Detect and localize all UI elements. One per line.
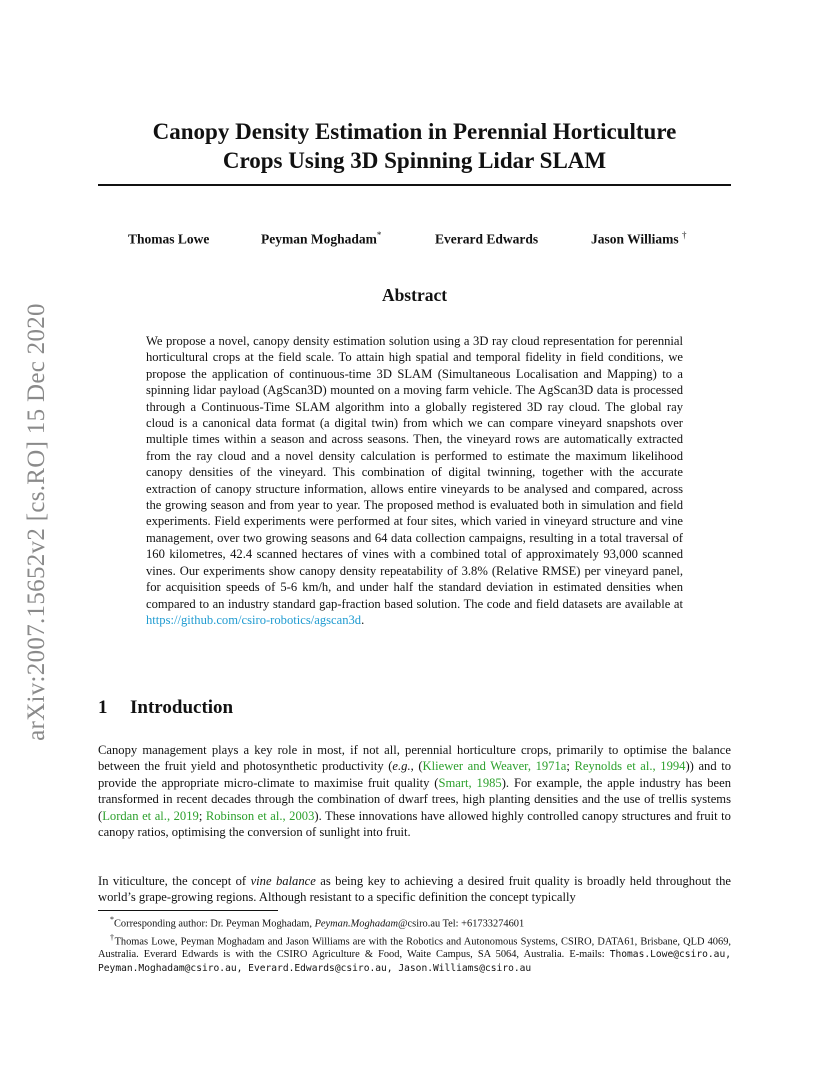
abstract-heading: Abstract: [381, 285, 448, 305]
author-name: Thomas Lowe: [128, 231, 210, 247]
section-number: 1: [98, 697, 108, 718]
author-list: [98, 230, 731, 252]
text-run: Peyman.Moghadam: [314, 918, 398, 930]
text-run: ;: [198, 808, 206, 823]
citation-link[interactable]: Reynolds et al., 1994: [574, 759, 686, 774]
footnote-mark: †: [110, 932, 115, 942]
text-run: ). For example, the apple industry has been transformed in recent decades through the combination of dwarf trees, high planting densities and the use of trellis systems (: [98, 775, 731, 823]
text-run: Canopy management plays a key role in most, if not all, perennial horticulture crops, primarily to optimise the balance between the fruit yield and photosynthetic productivity (: [98, 743, 731, 774]
author-name: Everard Edwards: [435, 231, 539, 247]
text-run: Thomas Lowe, Peyman Moghadam and Jason Williams are with the Robotics and Autonomous Systems, CSIRO, DATA61, Brisbane, QLD 4069, Australia. Everard Edwards is with the CSIRO Agriculture & Food, Waite Campus, SA 5064, Australia. E-mails:: [98, 936, 731, 961]
text-run: ). These innovations have allowed highly controlled canopy structures and fruit to canopy ratios, optimising the conversion of sunlight into fruit.: [98, 808, 731, 840]
text-run: , (: [410, 759, 423, 774]
text-run: e.g.: [392, 759, 411, 774]
citation-link[interactable]: Robinson et al., 2003: [205, 808, 315, 823]
citation-link[interactable]: Kliewer and Weaver, 1971a: [422, 759, 567, 774]
arxiv-sidebar: [22, 282, 52, 762]
citation-link[interactable]: Smart, 1985: [438, 775, 502, 790]
footnotes: [98, 913, 731, 975]
email-list: Thomas.Lowe@csiro.au, Peyman.Moghadam@csiro.au, Everard.Edwards@csiro.au, Jason.Williams@csiro.au: [98, 949, 731, 974]
abstract-body: We propose a novel, canopy density estimation solution using a 3D ray cloud representation for perennial horticultural crops at the field scale. To attain high spatial and temporal fidelity in field conditions, we propose the application of continuous-time 3D SLAM (Simultaneous Localisation and Mapping) to a spinning lidar payload (AgScan3D) mounted on a moving farm vehicle. The AgScan3D data is processed through a Continuous-Time SLAM algorithm into a globally registered 3D ray cloud. The global ray cloud is a canonical data format (a digital twin) from which we can compare vineyard snapshots over multiple times within a season and across seasons. Then, the vineyard rows are automatically extracted from the ray cloud and a novel density calculation is performed to estimate the maximum likelihood canopy densities of the vineyard. This combination of digital twinning, together with the accurate extraction of canopy structure information, allows entire vineyards to be analysed and compared, across the growing season and from year to year. The proposed method is evaluated both in simulation and field experiments. Field experiments were performed at four sites, which varied in vineyard structure and vine management, over two growing seasons and 64 data collection campaigns, resulting in a total traversal of 160 kilometres, 42.4 scanned hectares of vines with a combined total of approximately 93,000 scanned vines. Our experiments show canopy density repeatability of 3.8% (Relative RMSE) per vineyard panel, for acquisition speeds of 5-6 km/h, and under half the standard deviation in estimated densities when compared to an industry standard gap-fraction based solution. The code and field datasets are available at https://github.com/csiro-robotics/agscan3d.: [146, 334, 683, 627]
code-link[interactable]: https://github.com/csiro-robotics/agscan3d: [146, 612, 362, 627]
title-line-1: Canopy Density Estimation in Perennial Horticulture: [152, 119, 677, 144]
text-run: )) and to provide the appropriate micro-climate to maximise fruit quality (: [98, 759, 732, 790]
text-run: vine balance: [250, 874, 316, 888]
footnote-mark: *: [110, 915, 114, 924]
section-title: Introduction: [130, 697, 234, 718]
text-run: Corresponding author: Dr. Peyman Moghadam,: [114, 918, 315, 930]
footnote-corresponding: [98, 913, 731, 931]
citation-link[interactable]: Lordan et al., 2019: [102, 808, 199, 823]
text-run: ;: [566, 759, 575, 774]
footnote-affiliations: [98, 931, 731, 975]
footnote-rule: [98, 910, 278, 911]
text-run: as being key to achieving a desired fruit quality is broadly held throughout the world’s grape-growing regions. Although resistant to a specific definition the concept typically: [98, 874, 731, 905]
title-rule: [98, 184, 731, 186]
author-name: Peyman Moghadam*: [261, 230, 382, 247]
author-name: Jason Williams †: [591, 230, 687, 247]
paper-title: [98, 117, 731, 175]
title-line-2: Crops Using 3D Spinning Lidar SLAM: [222, 148, 607, 173]
intro-paragraph-1: [98, 742, 731, 840]
intro-paragraph-2: [98, 873, 731, 906]
text-run: @csiro.au Tel: +61733274601: [397, 918, 525, 930]
arxiv-identifier: arXiv:2007.15652v2 [cs.RO] 15 Dec 2020: [23, 303, 50, 741]
section-heading: [98, 697, 731, 719]
text-run: In viticulture, the concept of: [98, 874, 251, 888]
